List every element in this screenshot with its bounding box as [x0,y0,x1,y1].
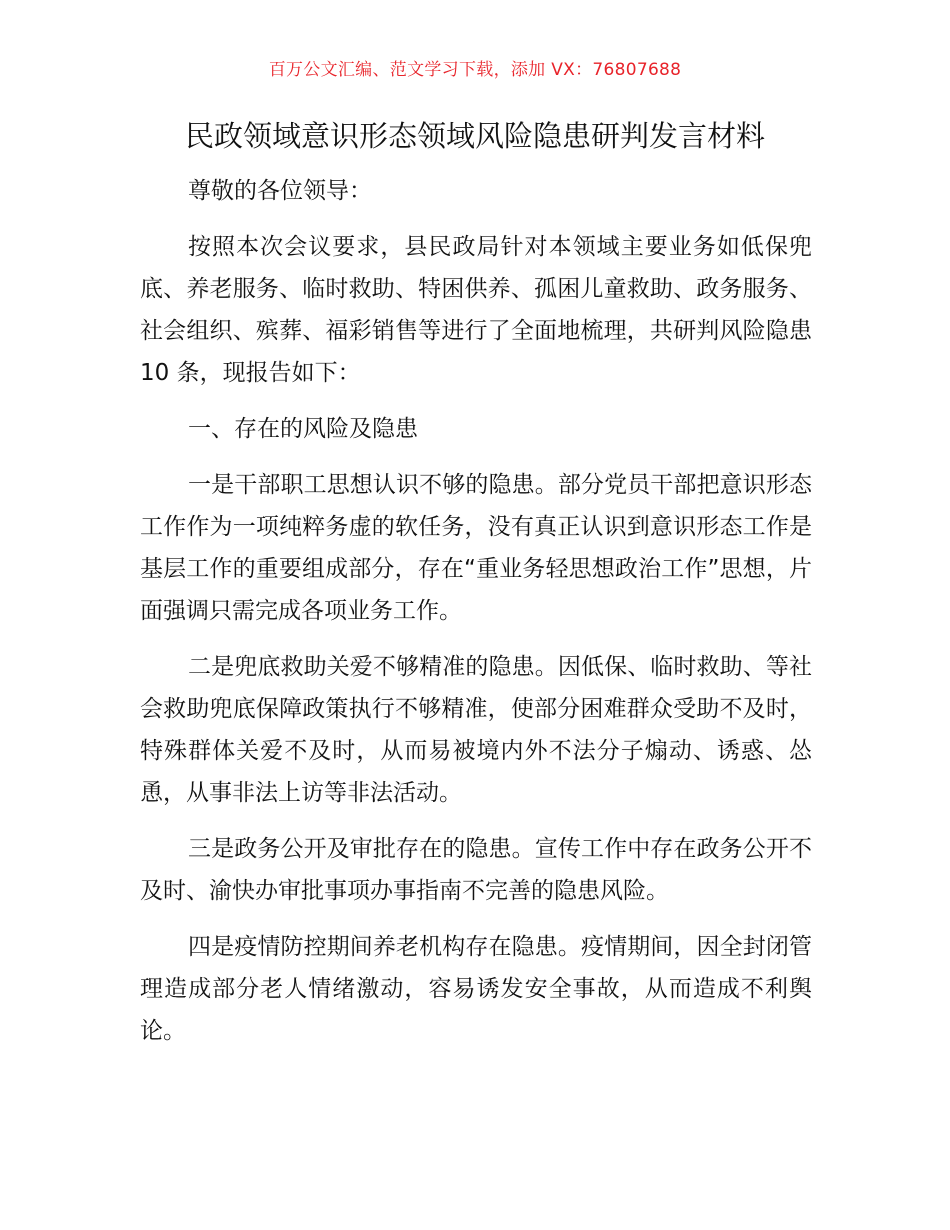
paragraph-intro: 按照本次会议要求，县民政局针对本领域主要业务如低保兜底、养老服务、临时救助、特困供养、孤困儿童救助、政务服务、社会组织、殡葬、福彩销售等进行了全面地梳理，共研判风险隐患 10 条，现报告如下： [140,234,812,386]
header-note: 百万公文汇编、范文学习下载，添加 VX：76807688 [268,60,682,80]
paragraph-risk-3: 三是政务公开及审批存在的隐患。宣传工作中存在政务公开不及时、渝快办审批事项办事指南不完善的隐患风险。 [140,836,812,904]
document-title: 民政领域意识形态领域风险隐患研判发言材料 [184,119,765,153]
document-body [140,170,812,1066]
salutation: 尊敬的各位领导： [188,178,372,204]
section-heading: 一、存在的风险及隐患 [188,416,418,442]
paragraph-risk-2: 二是兜底救助关爱不够精准的隐患。因低保、临时救助、等社会救助兜底保障政策执行不够精准，使部分困难群众受助不及时，特殊群体关爱不及时，从而易被境内外不法分子煽动、诱惑、怂恿，从事非法上访等非法活动。 [140,654,812,806]
paragraph-risk-1: 一是干部职工思想认识不够的隐患。部分党员干部把意识形态工作作为一项纯粹务虚的软任务，没有真正认识到意识形态工作是基层工作的重要组成部分，存在“重业务轻思想政治工作”思想，片面强调只需完成各项业务工作。 [140,472,812,624]
paragraph-risk-4: 四是疫情防控期间养老机构存在隐患。疫情期间，因全封闭管理造成部分老人情绪激动，容易诱发安全事故，从而造成不利舆论。 [140,934,812,1044]
